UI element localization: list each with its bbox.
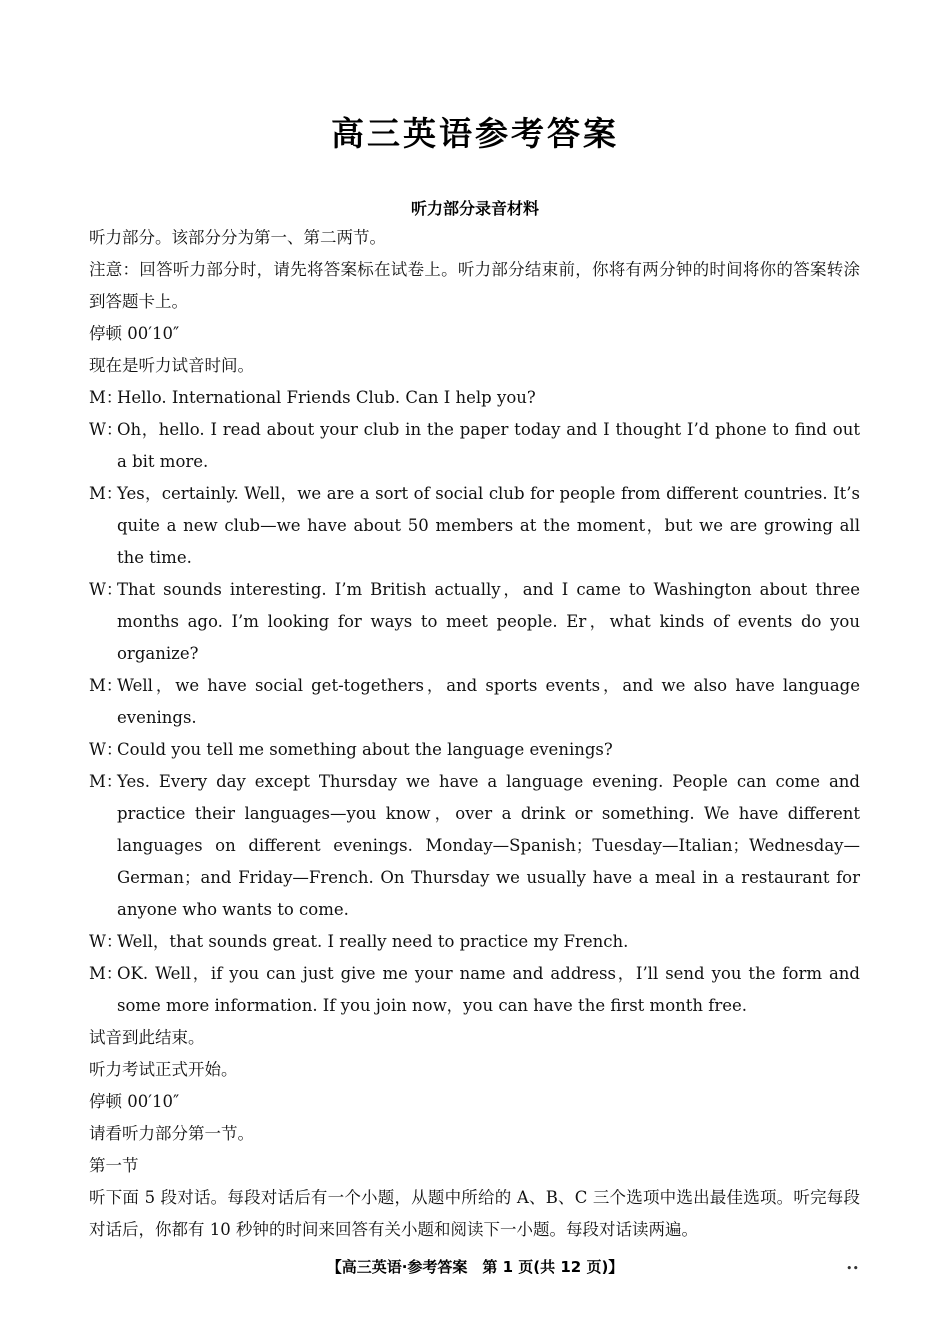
speaker-label: M： [89, 388, 123, 407]
dialogue-line [89, 414, 860, 478]
dialogue-text: Yes，certainly. Well，we are a sort of social club for people from different countries. It’s quite a new club—we have about 50 members at the moment，but we are growing all the time. [117, 484, 860, 567]
speaker-label: M： [89, 964, 123, 983]
dialogue-line [89, 926, 860, 958]
speaker-label: W： [89, 932, 123, 951]
dialogue-line [89, 734, 860, 766]
speaker-label: W： [89, 420, 123, 439]
dialogue-text: Could you tell me something about the language evenings? [117, 740, 613, 759]
corner-mark: •• [846, 1262, 859, 1275]
speaker-label: M： [89, 676, 123, 695]
speaker-label: M： [89, 484, 123, 503]
pause-line: 停顿 00′10″ [89, 1092, 180, 1111]
dialogue-text: OK. Well，if you can just give me your name and address，I’ll send you the form and some more information. If you join now，you can have the first month free. [117, 964, 860, 1015]
dialogue-text: Well，we have social get-togethers，and sports events，and we also have language evenings. [117, 676, 860, 727]
dialogue-text: That sounds interesting. I’m British actually，and I came to Washington about three months ago. I’m looking for ways to meet people. Er，what kinds of events do you organize? [117, 580, 860, 663]
speaker-label: W： [89, 580, 123, 599]
section-heading: 第一节 [89, 1156, 139, 1175]
dialogue-text: Well，that sounds great. I really need to practice my French. [117, 932, 629, 951]
speaker-label: M： [89, 772, 123, 791]
document-body [89, 222, 860, 1246]
document-title: 高三英语参考答案 [331, 114, 619, 153]
dialogue-line [89, 670, 860, 734]
page-footer: 【高三英语·参考答案 第 1 页(共 12 页)】 [326, 1258, 624, 1276]
trial-end-line: 试音到此结束。 [89, 1028, 205, 1047]
dialogue-text: Yes. Every day except Thursday we have a language evening. People can come and practice their languages—you know，over a drink or something. We have different languages on different evenings. Monday—Spanish；Tuesday—Italian；Wednesday—German；and Friday—French. On Thursday we usually have a meal in a restaurant for anyone who wants to come. [117, 772, 860, 919]
pause-line: 停顿 00′10″ [89, 324, 180, 343]
speaker-label: W： [89, 740, 123, 759]
dialogue-line [89, 574, 860, 670]
dialogue-line [89, 958, 860, 1022]
see-section-line: 请看听力部分第一节。 [89, 1124, 254, 1143]
dialogue [89, 382, 860, 1022]
trial-start-line: 现在是听力试音时间。 [89, 356, 254, 375]
dialogue-line [89, 478, 860, 574]
instructions-paragraph: 听下面 5 段对话。每段对话后有一个小题，从题中所给的 A、B、C 三个选项中选出最佳选项。听完每段对话后，你都有 10 秒钟的时间来回答有关小题和阅读下一小题。每段对话读两遍。 [89, 1188, 860, 1239]
dialogue-text: Hello. International Friends Club. Can I help you? [117, 388, 536, 407]
section-subtitle: 听力部分录音材料 [410, 199, 539, 218]
intro-line: 听力部分。该部分分为第一、第二两节。 [89, 228, 386, 247]
dialogue-text: Oh，hello. I read about your club in the paper today and I thought I’d phone to find out a bit more. [117, 420, 860, 471]
dialogue-line [89, 382, 860, 414]
notice-paragraph: 注意：回答听力部分时，请先将答案标在试卷上。听力部分结束前，你将有两分钟的时间将你的答案转涂到答题卡上。 [89, 260, 860, 311]
dialogue-line [89, 766, 860, 926]
exam-start-line: 听力考试正式开始。 [89, 1060, 238, 1079]
